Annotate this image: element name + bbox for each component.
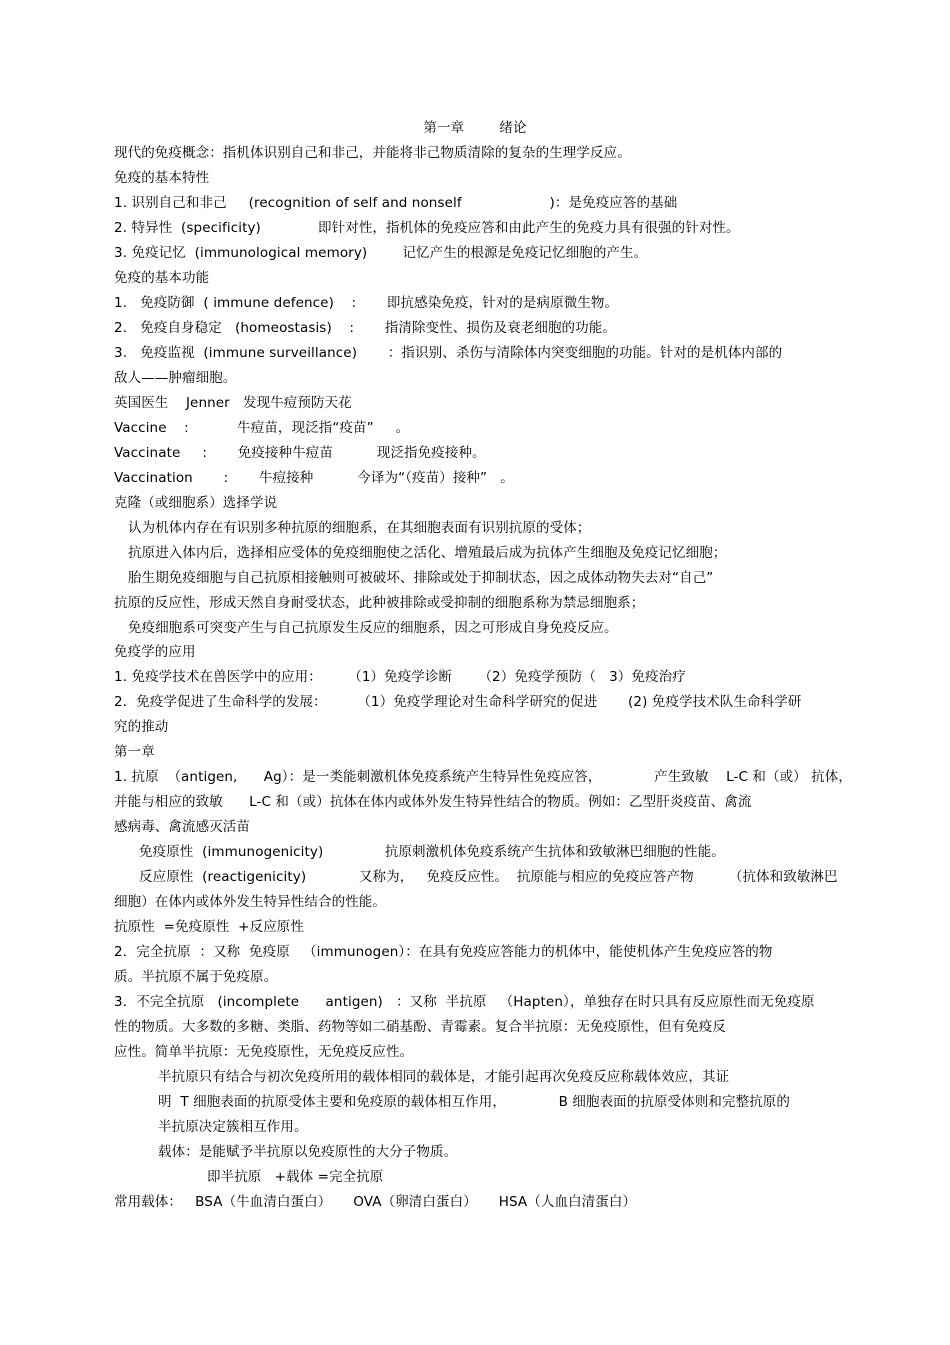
text-line: 应性。简单半抗原：无免疫原性，无免疫反应性。 [114, 1044, 414, 1060]
text-line: Vaccine : 牛痘苗，现泛指“疫苗” 。 [114, 420, 410, 436]
text-line: 半抗原只有结合与初次免疫所用的载体相同的载体是，才能引起再次免疫反应称载体效应，其证 [158, 1069, 730, 1085]
chapter-title: 第一章 绪论 [423, 120, 527, 136]
text-line: 并能与相应的致敏 L-C 和（或）抗体在体内或体外发生特异性结合的物质。例如：乙型肝炎疫苗、禽流 [114, 794, 752, 810]
text-line: 1. 抗原 （antigen, Ag）：是一类能刺激机体免疫系统产生特异性免疫应答， 产生致敏 L-C 和（或） 抗体， [114, 769, 852, 785]
section-heading: 免疫的基本特性 [114, 170, 210, 186]
text-line: 抗原进入体内后，选择相应受体的免疫细胞使之活化、增殖最后成为抗体产生细胞及免疫记忆细胞； [128, 545, 727, 561]
text-line: 载体：是能赋予半抗原以免疫原性的大分子物质。 [158, 1144, 458, 1160]
section-heading: 第一章 [114, 744, 155, 760]
text-line: 1. 免疫防御 ( immune defence) : 即抗感染免疫，针对的是病原微生物。 [114, 295, 619, 311]
text-line: Vaccination : 牛痘接种 今译为“（疫苗）接种” 。 [114, 470, 514, 486]
text-line: 英国医生 Jenner 发现牛痘预防天花 [114, 395, 352, 411]
text-line: 抗原性 =免疫原性 +反应原性 [114, 919, 304, 935]
text-line: 明 T 细胞表面的抗原受体主要和免疫原的载体相互作用， B 细胞表面的抗原受体则和完整抗原的 [158, 1094, 790, 1110]
text-line: 3．不完全抗原 (incomplete antigen) ：又称 半抗原 （Hapten），单独存在时只具有反应原性而无免疫原 [114, 994, 815, 1010]
section-heading: 免疫学的应用 [114, 644, 196, 660]
text-line: 胎生期免疫细胞与自己抗原相接触则可被破坏、排除或处于抑制状态，因之成体动物失去对“自己” [128, 570, 714, 586]
text-line: 2．完全抗原 ：又称 免疫原 （immunogen）：在具有免疫应答能力的机体中，能使机体产生免疫应答的物 [114, 944, 773, 960]
text-line: 2. 免疫自身稳定 (homeostasis) : 指清除变性、损伤及衰老细胞的功能。 [114, 320, 616, 336]
text-line: 3. 免疫监视 (immune surveillance) ：指识别、杀伤与清除体内突变细胞的功能。针对的是机体内部的 [114, 345, 783, 361]
text-line: 性的物质。大多数的多糖、类脂、药物等如二硝基酚、青霉素。复合半抗原：无免疫原性，但有免疫反 [114, 1019, 726, 1035]
text-line: 现代的免疫概念：指机体识别自己和非己，并能将非己物质清除的复杂的生理学反应。 [114, 145, 631, 161]
text-line: 1. 免疫学技术在兽医学中的应用： （1）免疫学诊断 （2）免疫学预防（ 3）免疫治疗 [114, 669, 686, 685]
text-line: 感病毒、禽流感灭活苗 [114, 819, 250, 835]
text-line: 究的推动 [114, 719, 169, 735]
text-line: 2．免疫学促进了生命科学的发展： （1）免疫学理论对生命科学研究的促进 (2) 免疫学技术队生命科学研 [114, 694, 802, 710]
text-line: 3. 免疫记忆 (immunological memory) 记忆产生的根源是免疫记忆细胞的产生。 [114, 245, 648, 261]
text-line: 细胞）在体内或体外发生特异性结合的性能。 [114, 894, 386, 910]
section-heading: 免疫的基本功能 [114, 270, 210, 286]
text-line: 1. 识别自己和非己 (recognition of self and nonself )：是免疫应答的基础 [114, 195, 678, 211]
text-line: 免疫细胞系可突变产生与自己抗原发生反应的细胞系，因之可形成自身免疫反应。 [128, 620, 618, 636]
text-line: 即半抗原 +载体 =完全抗原 [207, 1169, 384, 1185]
text-line: 半抗原决定簇相互作用。 [158, 1119, 308, 1135]
text-line: Vaccinate : 免疫接种牛痘苗 现泛指免疫接种。 [114, 445, 486, 461]
text-line: 认为机体内存在有识别多种抗原的细胞系，在其细胞表面有识别抗原的受体； [128, 520, 591, 536]
text-line: 抗原的反应性，形成天然自身耐受状态，此种被排除或受抑制的细胞系称为禁忌细胞系； [114, 595, 645, 611]
text-line: 免疫原性 (immunogenicity) 抗原刺激机体免疫系统产生抗体和致敏淋巴细胞的性能。 [139, 844, 725, 860]
text-line: 反应原性 (reactigenicity) 又称为， 免疫反应性。 抗原能与相应的免疫应答产物 （抗体和致敏淋巴 [139, 869, 838, 885]
text-line: 2. 特异性 (specificity) 即针对性，指机体的免疫应答和由此产生的免疫力具有很强的针对性。 [114, 220, 740, 236]
text-line: 敌人——肿瘤细胞。 [114, 370, 237, 386]
text-line: 质。半抗原不属于免疫原。 [114, 969, 278, 985]
text-line: 常用载体： BSA（牛血清白蛋白） OVA（卵清白蛋白） HSA（人血白清蛋白） [114, 1194, 637, 1210]
section-heading: 克隆（或细胞系）选择学说 [114, 495, 278, 511]
